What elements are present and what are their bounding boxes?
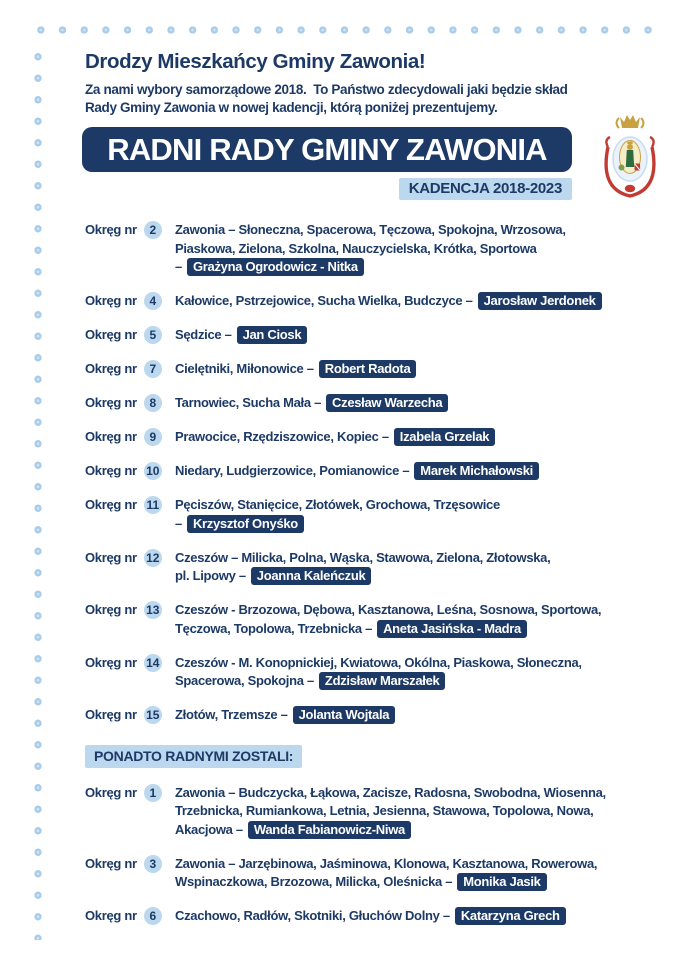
councilor-name-chip: Grażyna Ogrodowicz - Nitka xyxy=(187,258,364,276)
councilor-name-chip: Izabela Grzelak xyxy=(394,428,495,446)
district-entry-label xyxy=(85,706,175,725)
district-number-badge: 1 xyxy=(144,784,162,802)
district-list xyxy=(85,221,670,926)
district-area-text xyxy=(175,326,670,345)
area-final-text: – xyxy=(175,515,182,531)
area-line: Zawonia – Budczycka, Łąkowa, Zacisze, Radosna, Swobodna, Wiosenna, xyxy=(175,784,606,800)
dotted-border-top xyxy=(30,25,664,35)
district-label: Okręg nr xyxy=(85,855,137,871)
councilor-name-chip: Zdzisław Marszałek xyxy=(319,672,446,690)
district-number-badge: 9 xyxy=(144,428,162,446)
district-entry-label xyxy=(85,784,175,803)
additional-section xyxy=(85,745,670,768)
district-entry xyxy=(85,428,670,447)
councilor-name-chip: Jan Ciosk xyxy=(237,326,308,344)
area-final-line xyxy=(175,292,670,311)
district-entry-label xyxy=(85,601,175,620)
district-number-badge: 8 xyxy=(144,394,162,412)
district-area-text xyxy=(175,549,670,586)
district-area-text xyxy=(175,428,670,447)
term-row xyxy=(82,178,572,200)
district-entry xyxy=(85,360,670,379)
area-final-line xyxy=(175,821,670,840)
district-area-text xyxy=(175,784,670,840)
district-area-text xyxy=(175,706,670,725)
area-final-text: Niedary, Ludgierzowice, Pomianowice – xyxy=(175,463,410,478)
councilor-name-chip: Jolanta Wojtala xyxy=(293,706,396,724)
district-entry-label xyxy=(85,654,175,673)
area-final-text: – xyxy=(175,259,182,274)
councilor-name-chip: Aneta Jasińska - Madra xyxy=(377,620,527,638)
district-number-badge: 11 xyxy=(144,496,162,514)
district-entry-label xyxy=(85,292,175,311)
area-line: Trzebnicka, Rumiankowa, Letnia, Jesienna, Stawowa, Topolowa, Nowa, xyxy=(175,803,594,818)
district-entry xyxy=(85,221,670,277)
district-area-text xyxy=(175,601,670,638)
area-line: Zawonia – Jarzębinowa, Jaśminowa, Klonowa, Kasztanowa, Rowerowa, xyxy=(175,855,598,871)
district-entry xyxy=(85,292,670,311)
district-label: Okręg nr xyxy=(85,222,137,237)
district-number-badge: 5 xyxy=(144,326,162,344)
councilor-name-chip: Joanna Kaleńczuk xyxy=(251,567,372,585)
councilor-name-chip: Krzysztof Onyśko xyxy=(187,515,304,533)
district-entry xyxy=(85,496,670,533)
area-final-line xyxy=(175,907,670,926)
area-final-line xyxy=(175,672,670,691)
district-number-badge: 15 xyxy=(144,706,162,724)
district-entry-label xyxy=(85,221,175,240)
district-entry-label xyxy=(85,360,175,379)
district-entry xyxy=(85,601,670,638)
area-final-text: Tęczowa, Topolowa, Trzebnicka – xyxy=(175,620,373,636)
area-final-text: Sędzice – xyxy=(175,327,232,342)
area-final-text: Wspinaczkowa, Brzozowa, Milicka, Oleśnicka – xyxy=(175,874,453,889)
district-label: Okręg nr xyxy=(85,602,137,617)
district-label: Okręg nr xyxy=(85,549,137,565)
term-badge: KADENCJA 2018-2023 xyxy=(399,178,572,200)
coat-of-arms-icon xyxy=(593,111,667,217)
area-line: Zawonia – Słoneczna, Spacerowa, Tęczowa, Spokojna, Wrzosowa, xyxy=(175,222,566,237)
district-label: Okręg nr xyxy=(85,463,137,478)
area-final-text: Spacerowa, Spokojna – xyxy=(175,673,314,688)
councilor-name-chip: Jarosław Jerdonek xyxy=(478,292,602,310)
councilor-name-chip: Katarzyna Grech xyxy=(455,907,566,925)
area-final-text: pl. Lipowy – xyxy=(175,568,246,583)
councilor-name-chip: Czesław Warzecha xyxy=(326,394,448,412)
area-final-text: Prawocice, Rzędziszowice, Kopiec – xyxy=(175,429,389,444)
area-final-line xyxy=(175,360,670,379)
area-final-text: Kałowice, Pstrzejowice, Sucha Wielka, Budczyce – xyxy=(175,293,473,308)
district-entry-label xyxy=(85,907,175,926)
district-number-badge: 2 xyxy=(144,221,162,239)
district-label: Okręg nr xyxy=(85,497,137,512)
district-area-text xyxy=(175,855,670,892)
additional-section-title: PONADTO RADNYMI ZOSTALI: xyxy=(85,745,302,768)
district-entry xyxy=(85,855,670,892)
area-final-line xyxy=(175,873,670,892)
district-entry xyxy=(85,907,670,926)
area-final-line xyxy=(175,394,670,413)
district-entry xyxy=(85,654,670,691)
district-entry-label xyxy=(85,462,175,481)
dotted-border-left xyxy=(33,46,43,940)
councilor-name-chip: Robert Radota xyxy=(319,360,417,378)
area-final-line xyxy=(175,258,670,277)
district-label: Okręg nr xyxy=(85,293,137,308)
area-final-line xyxy=(175,462,670,481)
district-label: Okręg nr xyxy=(85,429,137,444)
area-line: Czeszów - Brzozowa, Dębowa, Kasztanowa, Leśna, Sosnowa, Sportowa, xyxy=(175,602,602,617)
district-number-badge: 14 xyxy=(144,654,162,672)
district-label: Okręg nr xyxy=(85,784,137,800)
district-area-text xyxy=(175,221,670,277)
area-line: Pęciszów, Stanięcice, Złotówek, Grochowa, Trzęsowice xyxy=(175,497,500,512)
district-number-badge: 6 xyxy=(144,907,162,925)
area-line: Czeszów - M. Konopnickiej, Kwiatowa, Okólna, Piaskowa, Słoneczna, xyxy=(175,654,582,670)
greeting-heading: Drodzy Mieszkańcy Gminy Zawonia! xyxy=(85,50,426,73)
area-final-text: Cielętniki, Miłonowice – xyxy=(175,361,314,376)
district-area-text xyxy=(175,360,670,379)
district-number-badge: 12 xyxy=(144,549,162,567)
district-entry-label xyxy=(85,549,175,568)
area-line: Czeszów – Milicka, Polna, Wąska, Stawowa, Zielona, Złotowska, xyxy=(175,549,551,565)
district-area-text xyxy=(175,394,670,413)
district-number-badge: 3 xyxy=(144,855,162,873)
area-final-line xyxy=(175,620,670,639)
district-area-text xyxy=(175,907,670,926)
district-entry xyxy=(85,549,670,586)
area-final-text: Tarnowiec, Sucha Mała – xyxy=(175,395,322,410)
district-area-text xyxy=(175,496,670,533)
district-entry xyxy=(85,326,670,345)
district-area-text xyxy=(175,292,670,311)
area-final-text: Czachowo, Radłów, Skotniki, Głuchów Dolny – xyxy=(175,908,450,923)
district-label: Okręg nr xyxy=(85,908,137,923)
district-entry-label xyxy=(85,855,175,874)
area-final-line xyxy=(175,706,670,725)
district-area-text xyxy=(175,654,670,691)
district-entry-label xyxy=(85,326,175,345)
area-final-line xyxy=(175,515,670,534)
district-entry xyxy=(85,462,670,481)
area-final-line xyxy=(175,428,670,447)
district-label: Okręg nr xyxy=(85,707,137,722)
councilor-name-chip: Wanda Fabianowicz-Niwa xyxy=(248,821,411,839)
district-label: Okręg nr xyxy=(85,327,137,342)
area-final-text: Złotów, Trzemsze – xyxy=(175,707,288,722)
district-number-badge: 13 xyxy=(144,601,162,619)
district-number-badge: 4 xyxy=(144,292,162,310)
councilor-name-chip: Marek Michałowski xyxy=(414,462,539,480)
district-label: Okręg nr xyxy=(85,654,137,670)
area-final-text: Akacjowa – xyxy=(175,821,243,837)
district-entry-label xyxy=(85,394,175,413)
district-number-badge: 7 xyxy=(144,360,162,378)
intro-paragraph xyxy=(85,81,568,117)
district-number-badge: 10 xyxy=(144,462,162,480)
district-label: Okręg nr xyxy=(85,361,137,376)
district-entry xyxy=(85,706,670,725)
district-label: Okręg nr xyxy=(85,395,137,410)
area-final-line xyxy=(175,567,670,586)
area-line: Piaskowa, Zielona, Szkolna, Nauczycielska, Krótka, Sportowa xyxy=(175,240,537,256)
district-entry xyxy=(85,394,670,413)
title-banner xyxy=(82,127,572,172)
district-area-text xyxy=(175,462,670,481)
intro-line-1: Za nami wybory samorządowe 2018. To Państwo zdecydowali jaki będzie skład xyxy=(85,82,568,97)
intro-line-2: Rady Gminy Zawonia w nowej kadencji, którą poniżej prezentujemy. xyxy=(85,100,498,115)
district-entry xyxy=(85,784,670,840)
district-entry-label xyxy=(85,496,175,515)
district-entry-label xyxy=(85,428,175,447)
councilor-name-chip: Monika Jasik xyxy=(457,873,546,891)
banner-title: RADNI RADY GMINY ZAWONIA xyxy=(107,131,547,167)
area-final-line xyxy=(175,326,670,345)
